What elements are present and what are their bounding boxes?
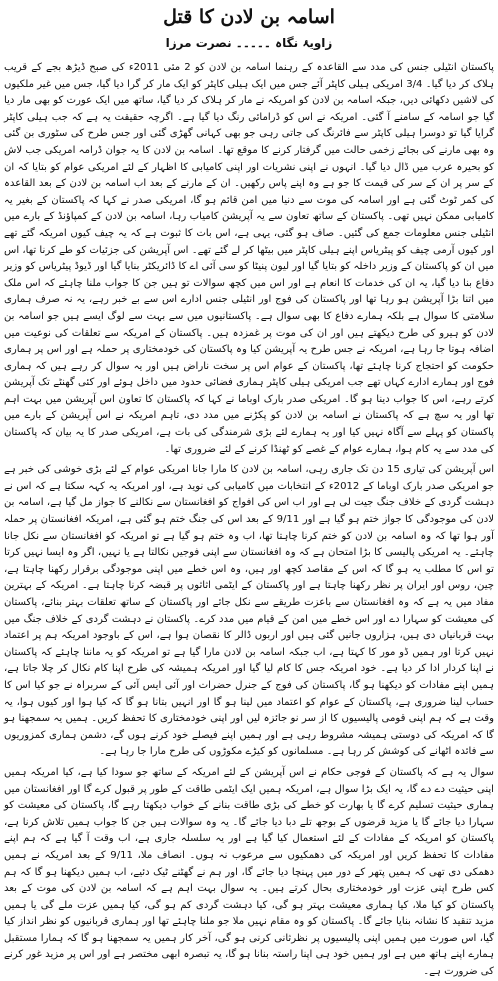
article-byline: زاویۂ نگاہ ۔۔۔۔۔ نصرت مرزا <box>165 36 333 50</box>
article-paragraph-2: اس آپریشن کی تیاری 15 دن تک جاری رہی، اسامہ بن لادن کا مارا جانا امریکی عوام کے لئے بڑی خوشی کی خبر ہے جو امریکی صدر بارک اوباما کے 2012ء کے انتخابات میں کامیابی کی نوید ہے، اور امریکہ یہ کہہ سکتا ہے کہ اس نے دہشت گردی کے خلاف جنگ جیت لی ہے اور اب اس کی افواج کو افغانستان سے نکالنے کا جواز مل گیا ہے، اسامہ بن لادن کی موجودگی کا جواز ختم ہو گیا ہے اور 9/11 کے بعد اس کی جنگ ختم ہو گئی ہے، امریکہ افغانستان پر حملہ آور ہوا تھا کہ وہ اسامہ بن لادن کو ختم کرنا چاہتا تھا، اب وہ ختم ہو گیا ہے تو امریکہ کو افغانستان سے نکل جانا چاہئے۔ یہ امریکی پالیسی کا بڑا امتحان ہے کہ وہ افغانستان سے اپنی فوجیں نکالتا ہے یا نہیں، اگر وہ ایسا نہیں کرتا تو اس کا مطلب یہ ہو گا کہ اس کے مقاصد کچھ اور ہیں، وہ اس خطے میں اپنی موجودگی برقرار رکھنا چاہتا ہے، چین، روس اور ایران پر نظر رکھنا چاہتا ہے اور پاکستان کے ایٹمی اثاثوں پر قبضہ کرنا چاہتا ہے۔ امریکہ کے بہترین مفاد میں یہ ہے کہ وہ افغانستان سے باعزت طریقے سے نکل جائے اور پاکستان کے ساتھ تعلقات بہتر بنائے، پاکستان کی معیشت کو سہارا دے اور اس خطے میں امن کے قیام میں مدد کرے۔ پاکستان نے دہشت گردی کے خلاف جنگ میں بہت قربانیاں دی ہیں، ہزاروں جانیں گئی ہیں اور اربوں ڈالر کا نقصان ہوا ہے، اس کے باوجود امریکہ ہم پر اعتماد نہیں کرتا اور ہمیں ڈو مور کا کہتا ہے، اب جبکہ اسامہ بن لادن مارا گیا ہے تو امریکہ کو یہ ماننا چاہئے کہ پاکستان نے اپنا کردار ادا کر دیا ہے۔ خود امریکہ جس کا کام لیا گیا اور امریکہ ہمیشہ کی طرح اپنا کام نکال کر چلا جاتا ہے، ہمیں اپنے مفادات کو دیکھنا ہو گا، پاکستان کی فوج کے جنرل حضرات اور آئی ایس آئی کے سربراہ نے جو کیا اس کا حساب لینا ضروری ہے، پاکستان کے عوام کو اعتماد میں لینا ہو گا اور انہیں بتانا ہو گا کہ کیا ہوا اور کیوں ہوا، یہ وقت ہے کہ ہم اپنی قومی پالیسیوں کا از سر نو جائزہ لیں اور اپنی خودمختاری کا تحفظ کریں۔ ہمیں یہ سمجھنا ہو گا کہ امریکہ کی دوستی ہمیشہ مشروط رہی ہے اور ہمیں اپنے فیصلے خود کرنے ہوں گے، دشمن ہماری کمزوریوں سے فائدہ اٹھانے کی کوشش کر رہا ہے۔ مسلمانوں کو کیڑے مکوڑوں کی طرح مارا جا رہا ہے۔ <box>4 464 495 758</box>
article-paragraph-1: پاکستان انٹیلی جنس کی مدد سے القاعدہ کے رہنما اسامہ بن لادن کو 2 مئی 2011ء کی صبح ڈیڑھ بجے کے قریب ہلاک کر دیا گیا۔ 3/4 امریکی ہیلی کاپٹر آئے جس میں ایک ہیلی کاپٹر کو ایک مار کر گرا دیا گیا، جس میں غیر ملکیوں کی لاشیں دکھائی دیں، جبکہ اسامہ بن لادن کو امریکہ نے مار کر ہلاک کر دیا گیا، ساتھ میں ایک عورت کو بھی مار دیا گیا جو اسامہ کے سامنے آ گئی۔ امریکہ نے اس کو ڈرامائی رنگ دیا گیا ہے۔ اگرچہ حقیقت یہ ہے کہ جب ہیلی کاپٹر گرایا گیا تو دوسرا ہیلی کاپٹر سے فائرنگ کی جاتی رہی جو بھی کہانی گھڑی گئی اور جس طرح کی سٹوری بن گئی وہ بھی مارنے کی بجائے زخمی حالت میں گرفتار کرنے کا موقع تھا۔ اسامہ بن لادن کا یہ جوان ڈرامہ امریکی جب لاش کو بحیرہ عرب میں ڈال دیا گیا۔ انہوں نے اپنی نشریات اور اپنی کامیابی کا اظہار کے لئے امریکی عوام کو بتایا کہ ان کے سر پر ان کے سر کی قیمت کا جو ہے وہ اپنے پاس رکھیں۔ ان کے مارنے کے بعد اب اسامہ بن لادن کے بعد القاعدہ کی کمر ٹوٹ گئی ہے اور اسامہ کی موت سے دنیا میں امن قائم ہو گا، امریکی صدر نے کہا کہ پاکستان کے بغیر یہ کامیابی ممکن نہیں تھی۔ پاکستان کے ساتھ تعاون سے یہ آپریشن کامیاب رہا، اسامہ بن لادن کے کمپاؤنڈ کے بارے میں انٹیلی جنس معلومات جمع کی گئیں۔ صاف ہو گئی، یہی ہے، اس بات کا ثبوت ہے کہ یہ چیف کیوں امریکہ گئے تھے اور کیوں آرمی چیف کو پیٹریاس اپنے ہیلی کاپٹر میں بیٹھا کر لے گئے تھے۔ اس آپریشن کی جزئیات کو طے کرنا تھا، اس میں ان کو پاکستان کے وزیر داخلہ کو بتایا گیا اور لیون پنیٹا کو سی آئی اے کا ڈائریکٹر بنایا گیا اور ڈیوڈ پیٹریاس کو وزیر دفاع بنا دیا گیا، یہ ان کی خدمات کا انعام ہے اور اس میں کچھ سوالات تو ہیں جن کا جواب ملنا چاہئے کہ اس ملک میں اتنا بڑا آپریشن ہو رہا تھا اور پاکستان کی فوج اور انٹیلی جنس ادارے اس سے بے خبر رہے، یہ نہ صرف ہماری سلامتی کا سوال ہے بلکہ ہمارے دفاع کا بھی سوال ہے۔ پاکستانیوں میں سے بہت سے لوگ ایسے ہیں جو اسامہ بن لادن کو ہیرو کی طرح دیکھتے ہیں اور ان کی موت پر غمزدہ ہیں۔ پاکستان کے امریکہ سے تعلقات کی نوعیت میں اضافہ ہوتا جا رہا ہے، امریکہ نے جس طرح یہ آپریشن کیا وہ پاکستان کی خودمختاری پر حملہ ہے اور اس پر ہماری حکومت کو احتجاج کرنا چاہئے تھا، پاکستان کے عوام اس پر سخت ناراض ہیں اور یہ سوال کر رہے ہیں کہ ہماری فوج اور ہمارے ادارے کہاں تھے جب امریکی ہیلی کاپٹر ہماری فضائی حدود میں داخل ہوئے اور کئی گھنٹے تک آپریشن کرتے رہے، اس کا جواب دینا ہو گا۔ امریکی صدر بارک اوباما نے کہا کہ پاکستان کا تعاون اس آپریشن میں بہت اہم تھا اور یہ سچ ہے کہ پاکستان نے اسامہ بن لادن کو پکڑنے میں مدد دی، تاہم امریکہ نے اس آپریشن کے بارے میں پاکستان کو پہلے سے آگاہ نہیں کیا اور یہ ہمارے لئے بڑی شرمندگی کی بات ہے، امریکی صدر کا یہ بیان کہ پاکستان کی مدد سے یہ کام ہوا، ہمارے عوام کے غصے کو ٹھنڈا کرنے کے لئے ضروری تھا۔ <box>4 62 494 455</box>
article-paragraph-3: سوال یہ ہے کہ پاکستان کے فوجی حکام نے اس آپریشن کے لئے امریکہ کے ساتھ جو سودا کیا ہے، کیا امریکہ ہمیں اپنی حیثیت دے دے گا، یہ ایک بڑا سوال ہے، امریکہ ہمیں ایک ایٹمی طاقت کے طور پر قبول کرے گا اور افغانستان میں ہماری حیثیت تسلیم کرے گا یا بھارت کو خطے کی بڑی طاقت بنانے کے خواب دیکھتا رہے گا، پاکستان کی معیشت کو سہارا دیا جائے گا یا مزید قرضوں کے بوجھ تلے دبا دیا جائے گا۔ یہ وہ سوالات ہیں جن کا جواب ہمیں تلاش کرنا ہے، پاکستان کو امریکہ کے مفادات کے لئے استعمال کیا گیا ہے اور یہ سلسلہ جاری ہے، اب وقت آ گیا ہے کہ ہم اپنے مفادات کا تحفظ کریں اور امریکہ کی دھمکیوں سے مرعوب نہ ہوں۔ انصاف ملا، 9/11 کے بعد امریکہ نے ہمیں دھمکی دی تھی کہ ہمیں پتھر کے دور میں پہنچا دیا جائے گا، اور ہم نے گھٹنے ٹیک دئیے، اب ہمیں دیکھنا ہو گا کہ ہم کس طرح اپنی عزت اور خودمختاری بحال کرتے ہیں۔ یہ سوال بہت اہم ہے کہ اسامہ بن لادن کی موت کے بعد پاکستان کو کیا ملا، کیا ہماری معیشت بہتر ہو گی، کیا دہشت گردی کم ہو گی، کیا ہمیں عزت ملے گی یا ہمیں مزید تنقید کا نشانہ بنایا جائے گا۔ پاکستان کو وہ مقام نہیں ملا جو ملنا چاہئے تھا اور ہماری قربانیوں کو نظر انداز کیا گیا، اس صورت میں ہمیں اپنی پالیسیوں پر نظرثانی کرنی ہو گی، آخر کار ہمیں یہ سمجھنا ہو گا کہ ہمارا مستقبل ہمارے اپنے ہاتھ میں ہے اور ہمیں خود ہی اپنا راستہ بنانا ہو گا، یہ تبصرہ ابھی مختصر ہے اور اس پر مزید غور کرنے کی ضرورت ہے۔ <box>4 766 494 978</box>
article-title: اسامہ بن لادن کا قتل <box>163 6 335 28</box>
article-body <box>4 60 495 978</box>
